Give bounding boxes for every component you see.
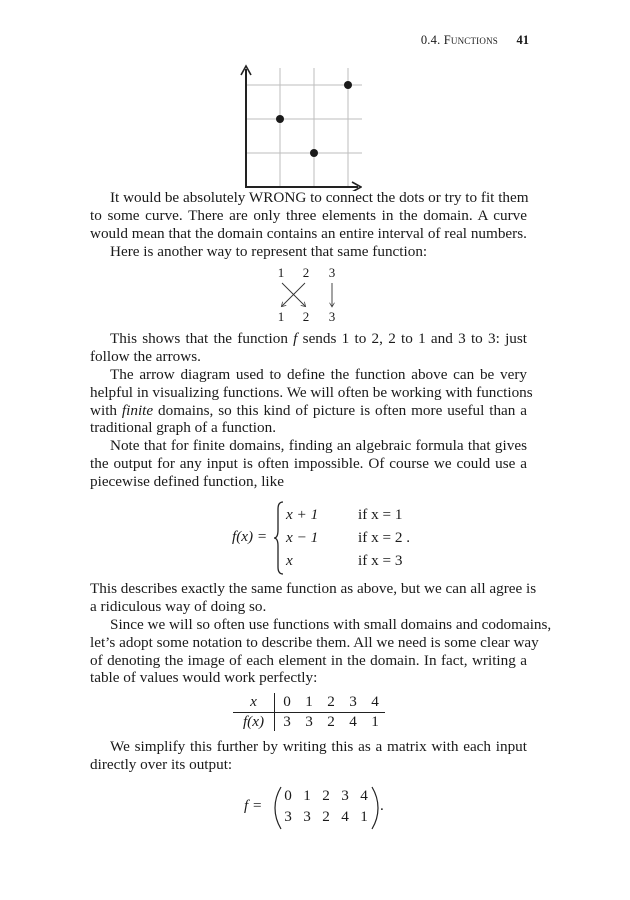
data-point-3 [344,81,352,89]
paragraph-line: would mean that the domain contains an entire interval of real numbers. [90,224,527,242]
table-input-4: 4 [371,693,379,710]
piecewise-expr-2: x − 1 [286,529,319,546]
table-output-4: 1 [371,713,379,730]
paragraph-text: sends 1 to 2, 2 to 1 and 3 to 3: just [302,330,528,347]
table-output-3: 4 [349,713,357,730]
function-dot-graph [236,63,362,191]
paragraph-line: traditional graph of a function. [90,419,276,437]
paragraph-line: The arrow diagram used to define the function above can be very [110,366,527,383]
paragraph-text: domains, so this kind of picture is often more useful than a [158,401,528,419]
arrow-bottom-label-3: 3 [328,309,336,324]
header-page-number: 41 [516,33,529,47]
paragraph-line: piecewise defined function, like [90,472,284,490]
paragraph-line: table of values would work perfectly: [90,669,318,687]
arrow-diagram [272,266,352,324]
table-divider [274,693,275,731]
left-brace-icon [273,500,285,576]
function-symbol: f [293,330,298,347]
paragraph-line: We simplify this further by writing this as a matrix with each input [110,738,527,755]
paragraph-text: with [90,401,118,419]
table-row-label-fx: f(x) [242,713,265,730]
paragraph-same-function [90,580,537,616]
paragraph-line: let’s adopt some notation to describe them. All we need is some clear way [90,633,539,651]
paragraph-finite-domains [90,437,527,490]
matrix-lhs: f = [244,797,263,814]
paragraph-line: follow the arrows. [90,347,201,365]
table-output-2: 2 [327,713,335,730]
paragraph-matrix [90,738,527,774]
matrix-bottom-1: 3 [303,808,311,825]
paragraph-line: of denoting the image of each element in the domain. In fact, writing a [90,651,527,669]
header-section-title: 0.4. Functions [420,33,498,47]
paragraph-arrow-diagram-helpful [90,366,533,437]
paragraph-line: directly over its output: [90,755,233,773]
right-paren-icon [371,786,379,830]
matrix-bottom-4: 1 [360,808,368,825]
piecewise-lhs: f(x) = [232,528,268,545]
table-input-3: 3 [349,693,357,710]
paragraph-another-way [90,243,527,261]
table-input-0: 0 [283,693,291,710]
arrow-top-label-3: 3 [328,266,336,280]
table-row-label-x: x [250,693,257,710]
paragraph-small-domains [90,616,552,687]
paragraph-line: a ridiculous way of doing so. [90,597,267,615]
arrow-bottom-label-2: 2 [302,309,310,324]
matrix-bottom-0: 3 [284,808,292,825]
paragraph-line: the output for any input is often impossible. Of course we could use a [90,454,527,472]
paragraph-wrong-to-connect [90,189,527,242]
paragraph-line: Here is another way to represent that same function: [110,243,428,260]
matrix-top-2: 2 [322,787,330,804]
paragraph-line: helpful in visualizing functions. We will often be working with functions [90,383,533,401]
arrow-top-label-1: 1 [277,266,285,280]
data-point-2 [310,149,318,157]
function-matrix [238,785,388,831]
piecewise-cond-2: if x = 2 . [358,529,411,546]
paragraph-line: to some curve. There are only three elements in the domain. A curve [90,206,527,224]
table-output-1: 3 [305,713,313,730]
table-of-values [233,693,385,733]
piecewise-cond-3: if x = 3 [358,552,403,569]
emphasis-finite: finite [121,401,154,419]
matrix-top-0: 0 [284,787,292,804]
arrow-bottom-label-1: 1 [277,309,285,324]
matrix-top-4: 4 [360,787,368,804]
data-point-1 [276,115,284,123]
table-input-1: 1 [305,693,313,710]
arrow-top-label-2: 2 [302,266,310,280]
matrix-trailing-period: . [380,797,384,814]
running-header [0,33,630,51]
paragraph-line: It would be absolutely WRONG to connect the dots or try to fit them [110,189,529,206]
piecewise-expr-1: x + 1 [286,506,319,523]
piecewise-function [230,500,411,576]
table-input-2: 2 [327,693,335,710]
paragraph-line: This describes exactly the same function as above, but we can all agree is [90,580,537,597]
paragraph-text: This shows that the function [110,330,288,347]
matrix-top-1: 1 [303,787,311,804]
paragraph-line: Since we will so often use functions with small domains and codomains, [110,616,552,633]
piecewise-expr-3: x [286,552,293,569]
paragraph-shows-function [90,330,527,366]
matrix-top-3: 3 [341,787,349,804]
matrix-bottom-2: 2 [322,808,330,825]
table-output-0: 3 [283,713,291,730]
matrix-bottom-3: 4 [341,808,349,825]
piecewise-cond-1: if x = 1 [358,506,403,523]
paragraph-line: Note that for finite domains, finding an algebraic formula that gives [110,437,527,454]
